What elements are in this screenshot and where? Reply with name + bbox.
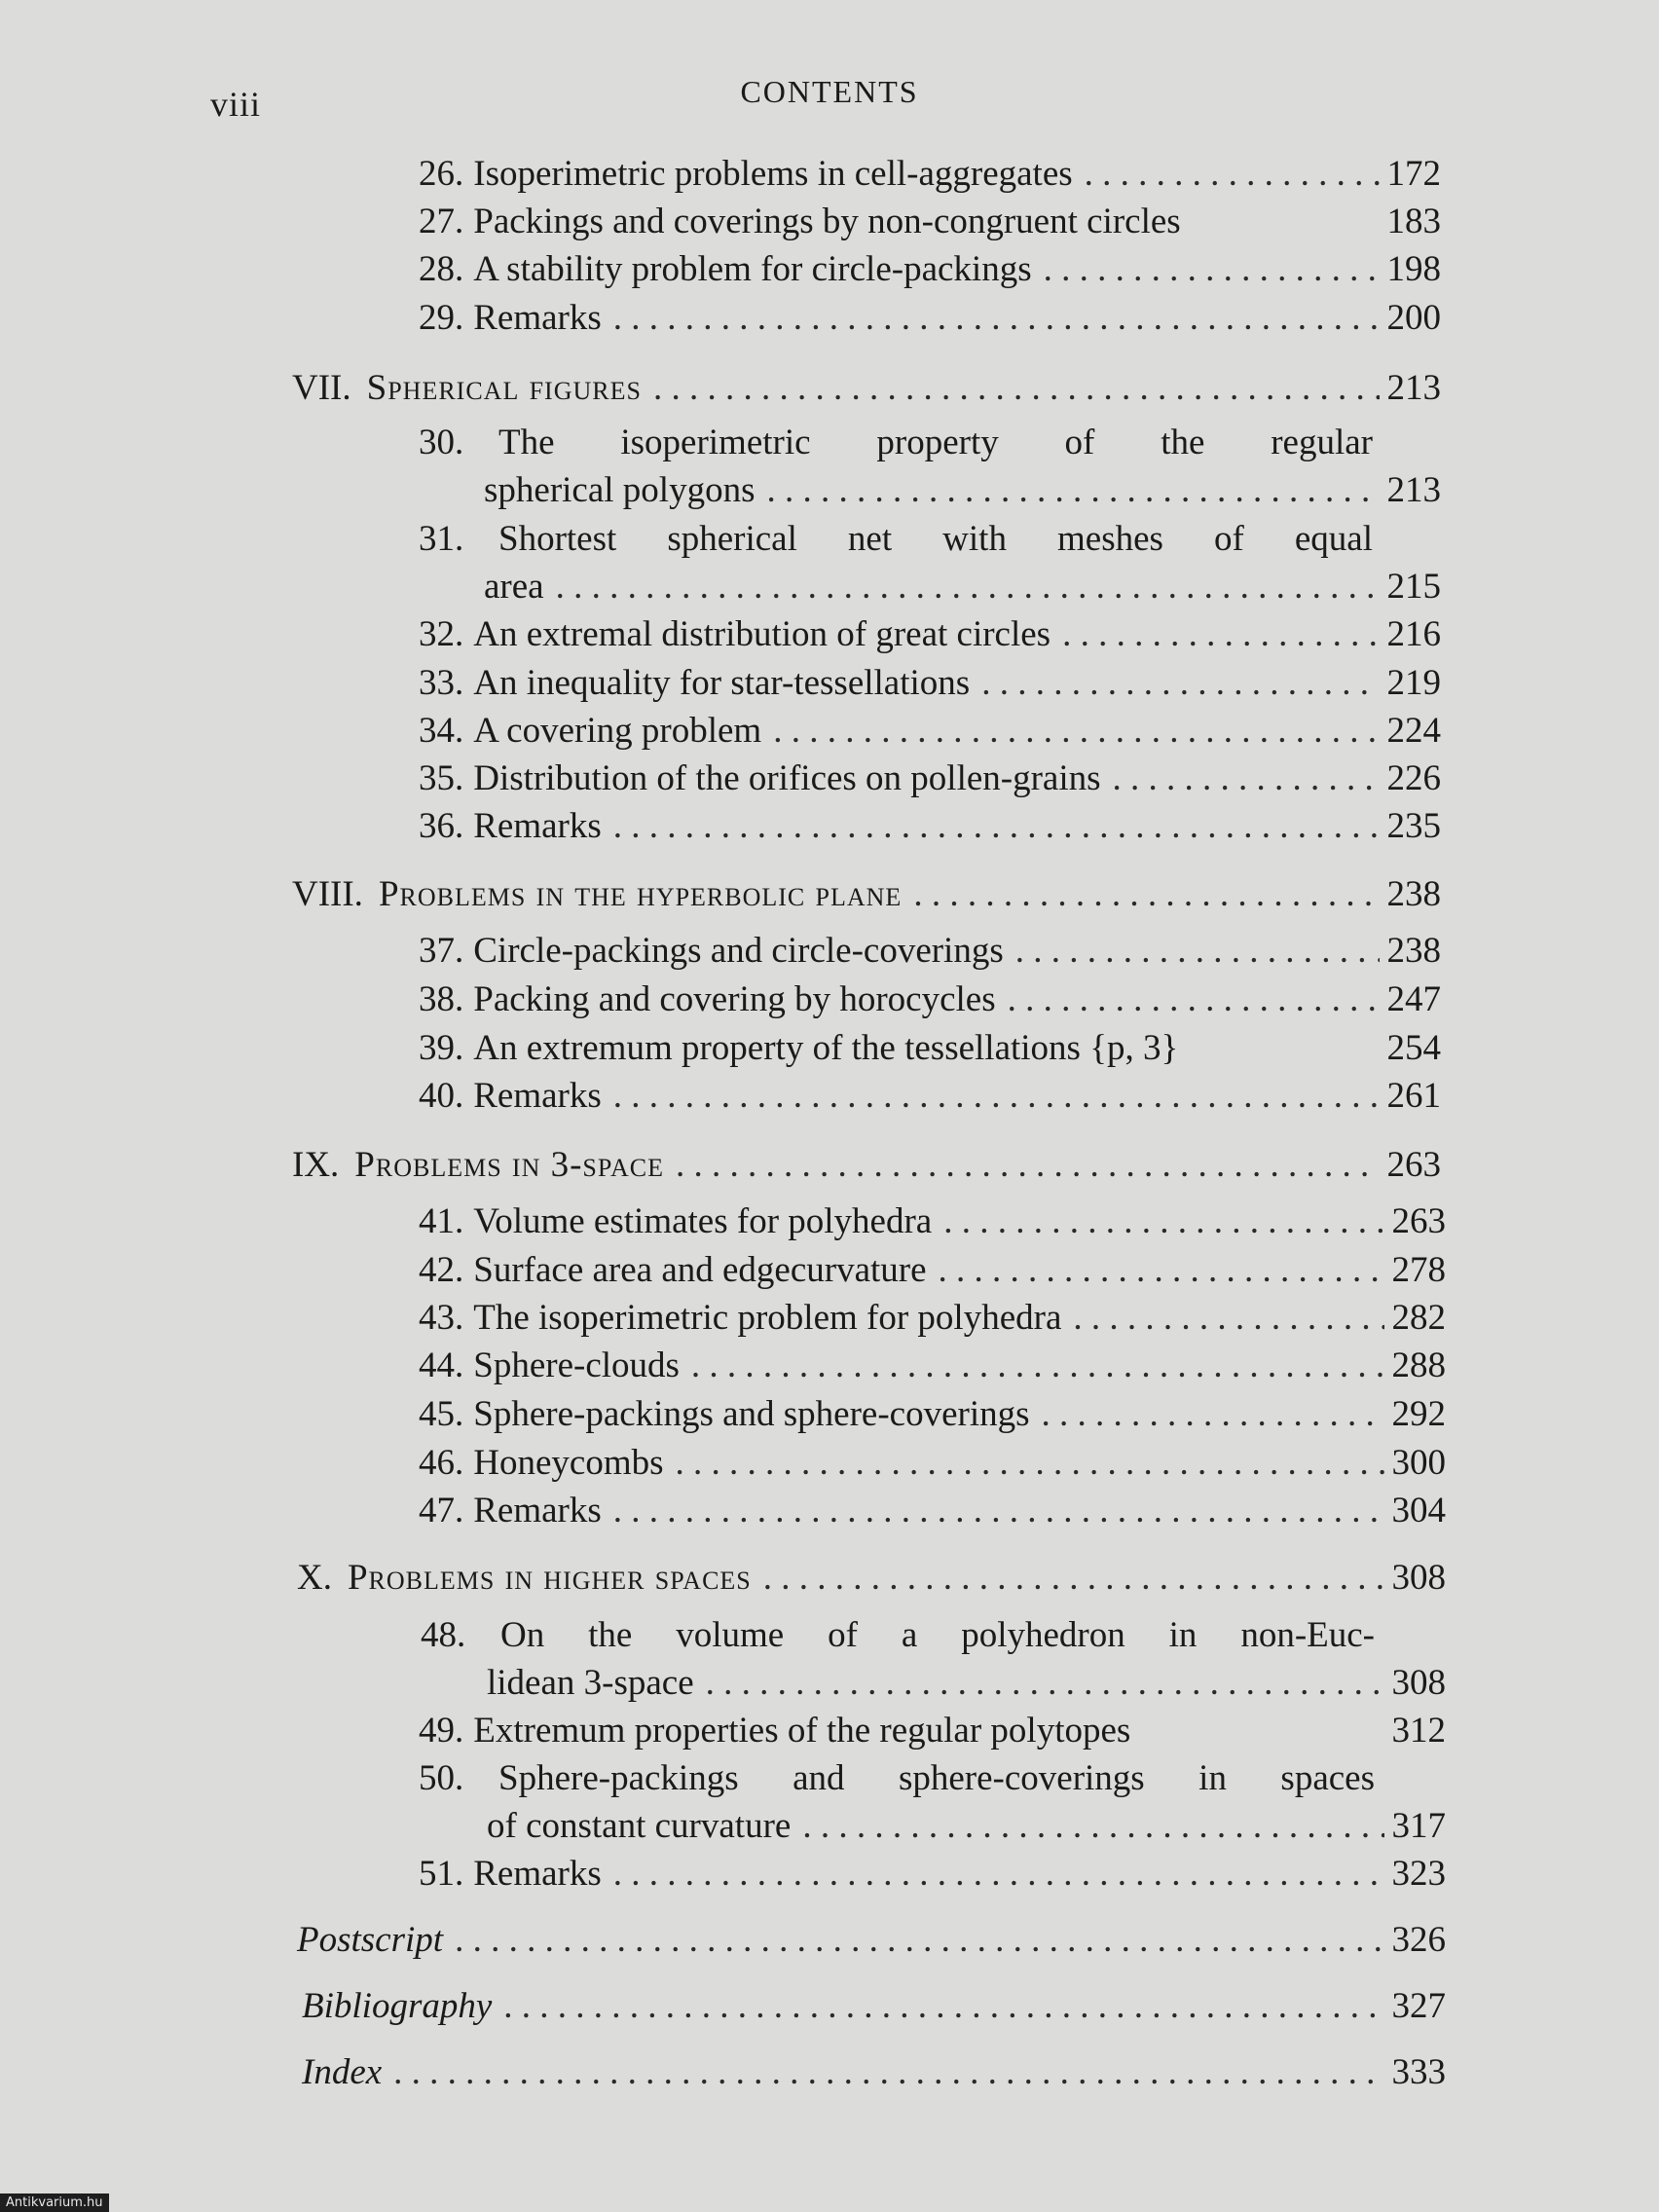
entry-number: 32. xyxy=(419,614,464,654)
entry-title: An extremum property of the tessellations {p, 3} xyxy=(473,1028,1179,1068)
dot-leader xyxy=(939,1252,1384,1288)
chapter-title: Problems in higher spaces xyxy=(347,1558,752,1598)
entry-number: 43. xyxy=(419,1298,464,1338)
entry-page: 317 xyxy=(1391,1806,1446,1846)
toc-chapter-7 xyxy=(292,370,1441,406)
entry-page: 172 xyxy=(1386,154,1441,194)
entry-page: 282 xyxy=(1391,1298,1446,1338)
entry-title: Remarks xyxy=(473,1854,602,1894)
toc-entry-51 xyxy=(419,1856,1446,1892)
dot-leader xyxy=(613,1078,1380,1114)
entry-title: The isoperimetric problem for polyhedra xyxy=(473,1298,1062,1338)
entry-page: 213 xyxy=(1386,470,1441,510)
entry-title: Isoperimetric problems in cell-aggregates xyxy=(473,154,1073,194)
entry-page: 238 xyxy=(1386,931,1441,971)
entry-number: 26. xyxy=(419,154,464,194)
entry-title: Remarks xyxy=(473,298,602,338)
toc-entry-29 xyxy=(419,300,1441,336)
chapter-number: X. xyxy=(297,1558,332,1598)
entry-page: 200 xyxy=(1386,298,1441,338)
postscript-title: Postscript xyxy=(297,1920,444,1960)
entry-title: Extremum properties of the regular polytopes xyxy=(473,1711,1131,1751)
dot-leader xyxy=(913,876,1379,912)
chapter-page: 308 xyxy=(1391,1558,1446,1598)
toc-index xyxy=(302,2054,1446,2090)
entry-number: 36. xyxy=(419,806,464,846)
entry-title: An extremal distribution of great circles xyxy=(473,614,1051,654)
toc-chapter-9 xyxy=(292,1147,1441,1183)
entry-title: Honeycombs xyxy=(473,1443,664,1483)
entry-title-line1: Sphere-packings and sphere-coverings in spaces xyxy=(498,1758,1375,1798)
dot-leader xyxy=(676,1147,1380,1183)
toc-entry-38 xyxy=(419,981,1441,1017)
entry-title: A covering problem xyxy=(473,711,762,751)
entry-number: 46. xyxy=(419,1443,464,1483)
entry-number: 47. xyxy=(419,1491,464,1530)
toc-chapter-10 xyxy=(297,1560,1446,1596)
entry-number: 45. xyxy=(419,1394,464,1434)
entry-page: 235 xyxy=(1386,806,1441,846)
chapter-page: 263 xyxy=(1386,1145,1441,1185)
dot-leader xyxy=(1062,616,1379,652)
entry-page: 219 xyxy=(1386,663,1441,703)
entry-title: Circle-packings and circle-coverings xyxy=(473,931,1004,971)
page-number: viii xyxy=(210,85,262,124)
entry-title-line2: area xyxy=(484,567,544,607)
toc-bibliography xyxy=(302,1988,1446,2024)
entry-title: Surface area and edgecurvature xyxy=(473,1250,927,1290)
entry-number: 42. xyxy=(419,1250,464,1290)
chapter-title: Problems in the hyperbolic plane xyxy=(378,874,903,914)
toc-entry-42 xyxy=(419,1252,1446,1288)
entry-title: Distribution of the orifices on pollen-grains xyxy=(473,758,1101,798)
entry-number: 49. xyxy=(419,1711,464,1751)
entry-number: 31. xyxy=(419,519,464,559)
entry-number: 27. xyxy=(419,202,464,241)
entry-page: 288 xyxy=(1391,1346,1446,1385)
postscript-page: 326 xyxy=(1391,1920,1446,1960)
toc-entry-30-line1 xyxy=(419,424,1441,461)
dot-leader xyxy=(981,665,1379,701)
entry-title: Sphere-clouds xyxy=(473,1346,680,1385)
toc-entry-44 xyxy=(419,1347,1446,1383)
dot-leader xyxy=(1085,156,1380,192)
dot-leader xyxy=(1073,1300,1383,1336)
dot-leader xyxy=(653,370,1380,406)
entry-number: 48. xyxy=(421,1615,466,1655)
entry-title: An inequality for star-tessellations xyxy=(473,663,971,703)
toc-chapter-8 xyxy=(292,876,1441,912)
chapter-page: 238 xyxy=(1386,874,1441,914)
dot-leader xyxy=(393,2054,1383,2090)
dot-leader xyxy=(1015,933,1380,969)
entry-title: Remarks xyxy=(473,1491,602,1530)
toc-entry-45 xyxy=(419,1396,1446,1432)
entry-title: A stability problem for circle-packings xyxy=(473,249,1032,289)
entry-title-line1: On the volume of a polyhedron in non-Euc- xyxy=(500,1615,1375,1655)
dot-leader xyxy=(1008,981,1380,1017)
dot-leader xyxy=(691,1347,1384,1383)
chapter-title: Spherical figures xyxy=(366,368,642,408)
dot-leader xyxy=(943,1203,1383,1239)
dot-leader xyxy=(1113,760,1380,796)
toc-entry-27 xyxy=(419,203,1441,240)
entry-title-line2: spherical polygons xyxy=(484,470,756,510)
entry-page: 292 xyxy=(1391,1394,1446,1434)
toc-entry-32 xyxy=(419,616,1441,652)
dot-leader xyxy=(802,1808,1383,1844)
toc-entry-40 xyxy=(419,1078,1441,1114)
entry-title: Volume estimates for polyhedra xyxy=(473,1201,933,1241)
entry-title-line2: lidean 3-space xyxy=(487,1663,694,1703)
toc-postscript xyxy=(297,1922,1446,1958)
entry-page: 263 xyxy=(1391,1201,1446,1241)
entry-title: Remarks xyxy=(473,1076,602,1116)
dot-leader xyxy=(613,1856,1384,1892)
toc-entry-28 xyxy=(419,251,1441,287)
entry-page: 278 xyxy=(1391,1250,1446,1290)
entry-title: Packings and coverings by non-congruent circles xyxy=(473,202,1181,241)
entry-title-line1: The isoperimetric property of the regular xyxy=(498,423,1373,462)
toc-entry-48-line1 xyxy=(421,1617,1446,1653)
chapter-number: IX. xyxy=(292,1145,340,1185)
entry-page: 308 xyxy=(1391,1663,1446,1703)
entry-number: 44. xyxy=(419,1346,464,1385)
toc-entry-47 xyxy=(419,1493,1446,1529)
chapter-number: VII. xyxy=(292,368,351,408)
entry-page: 247 xyxy=(1386,979,1441,1019)
toc-entry-46 xyxy=(419,1445,1446,1481)
index-title: Index xyxy=(302,2052,383,2092)
dot-leader xyxy=(1042,1396,1384,1432)
entry-number: 51. xyxy=(419,1854,464,1894)
toc-entry-30-line2 xyxy=(484,472,1441,508)
toc-entry-34 xyxy=(419,713,1441,749)
toc-entry-31-line1 xyxy=(419,521,1441,557)
entry-page: 226 xyxy=(1386,758,1441,798)
dot-leader xyxy=(556,569,1380,605)
toc-entry-36 xyxy=(419,808,1441,844)
dot-leader xyxy=(1044,251,1380,287)
entry-title: Remarks xyxy=(473,806,602,846)
entry-number: 28. xyxy=(419,249,464,289)
entry-number: 34. xyxy=(419,711,464,751)
dot-leader xyxy=(766,472,1379,508)
entry-title: Sphere-packings and sphere-coverings xyxy=(473,1394,1030,1434)
entry-title-line1: Shortest spherical net with meshes of equal xyxy=(498,519,1373,559)
toc-entry-37 xyxy=(419,933,1441,969)
toc-entry-35 xyxy=(419,760,1441,796)
entry-page: 254 xyxy=(1386,1028,1441,1068)
watermark-label: Antikvarium.hu xyxy=(0,2194,109,2212)
toc-entry-48-line2 xyxy=(487,1665,1446,1701)
entry-number: 50. xyxy=(419,1758,464,1798)
entry-page: 198 xyxy=(1386,249,1441,289)
entry-page: 312 xyxy=(1391,1711,1446,1751)
entry-page: 215 xyxy=(1386,567,1441,607)
toc-entry-41 xyxy=(419,1203,1446,1239)
entry-number: 39. xyxy=(419,1028,464,1068)
dot-leader xyxy=(503,1988,1383,2024)
entry-page: 261 xyxy=(1386,1076,1441,1116)
dot-leader xyxy=(763,1560,1384,1596)
dot-leader xyxy=(613,808,1380,844)
toc-entry-33 xyxy=(419,665,1441,701)
entry-number: 30. xyxy=(419,423,464,462)
entry-number: 41. xyxy=(419,1201,464,1241)
entry-title-line2: of constant curvature xyxy=(487,1806,792,1846)
entry-number: 37. xyxy=(419,931,464,971)
dot-leader xyxy=(706,1665,1384,1701)
bibliography-title: Bibliography xyxy=(302,1986,493,2026)
entry-number: 38. xyxy=(419,979,464,1019)
bibliography-page: 327 xyxy=(1391,1986,1446,2026)
toc-entry-26 xyxy=(419,156,1441,192)
toc-entry-50-line2 xyxy=(487,1808,1446,1844)
entry-number: 35. xyxy=(419,758,464,798)
entry-number: 29. xyxy=(419,298,464,338)
dot-leader xyxy=(773,713,1379,749)
entry-page: 323 xyxy=(1391,1854,1446,1894)
chapter-page: 213 xyxy=(1386,368,1441,408)
index-page: 333 xyxy=(1391,2052,1446,2092)
entry-page: 304 xyxy=(1391,1491,1446,1530)
entry-page: 183 xyxy=(1386,202,1441,241)
entry-number: 40. xyxy=(419,1076,464,1116)
dot-leader xyxy=(613,1493,1384,1529)
running-title: CONTENTS xyxy=(740,74,919,109)
dot-leader xyxy=(455,1922,1383,1958)
chapter-number: VIII. xyxy=(292,874,363,914)
toc-entry-50-line1 xyxy=(419,1760,1446,1796)
toc-entry-49 xyxy=(419,1713,1446,1749)
dot-leader xyxy=(613,300,1380,336)
entry-page: 300 xyxy=(1391,1443,1446,1483)
entry-page: 216 xyxy=(1386,614,1441,654)
chapter-title: Problems in 3-space xyxy=(354,1145,664,1185)
dot-leader xyxy=(676,1445,1384,1481)
entry-number: 33. xyxy=(419,663,464,703)
entry-page: 224 xyxy=(1386,711,1441,751)
toc-entry-31-line2 xyxy=(484,569,1441,605)
entry-title: Packing and covering by horocycles xyxy=(473,979,996,1019)
toc-entry-39 xyxy=(419,1030,1441,1066)
toc-entry-43 xyxy=(419,1300,1446,1336)
